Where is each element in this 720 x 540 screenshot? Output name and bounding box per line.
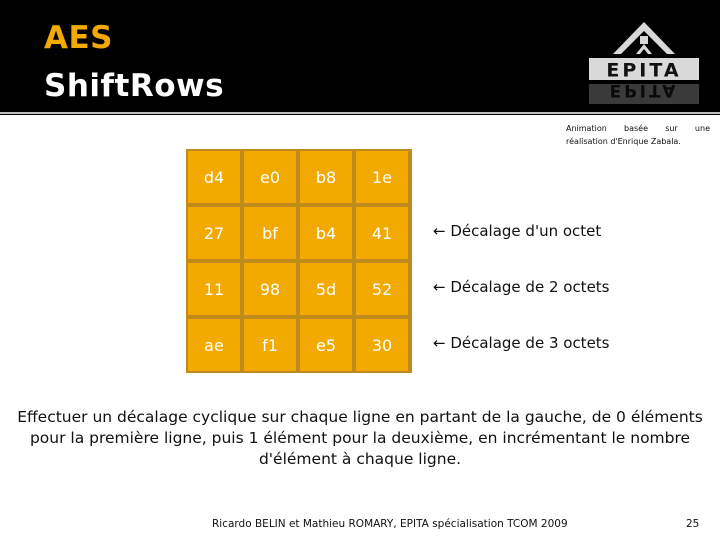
matrix-cell: bf [244, 207, 296, 259]
slide-title: AES [44, 20, 113, 56]
epita-logo-icon [585, 18, 703, 110]
shift-label-row-2: ← Décalage d'un octet [433, 222, 602, 240]
credit-line-1: Animation basée sur une [566, 124, 710, 133]
matrix-cell: 11 [188, 263, 240, 315]
matrix-cell: 27 [188, 207, 240, 259]
logo-reflection-text: EPITA [609, 80, 679, 100]
matrix-cell: 98 [244, 263, 296, 315]
matrix-cell: 1e [356, 151, 408, 203]
shift-label-row-3: ← Décalage de 2 octets [433, 278, 610, 296]
state-matrix [186, 149, 412, 373]
matrix-cell: 52 [356, 263, 408, 315]
matrix-cell: e0 [244, 151, 296, 203]
matrix-cell: f1 [244, 319, 296, 371]
matrix-cell: 5d [300, 263, 352, 315]
credit-line-2: réalisation d'Enrique Zabala. [566, 137, 681, 146]
page-number: 25 [686, 518, 700, 530]
description-text: Effectuer un décalage cyclique sur chaque ligne en partant de la gauche, de 0 éléments pour la première ligne, puis 1 élément pour la deuxième, en incrémentant le nombre d'élément à chaque ligne. [17, 408, 703, 468]
animation-credit [566, 122, 710, 148]
shift-label-row-4: ← Décalage de 3 octets [433, 334, 610, 352]
matrix-cell: b8 [300, 151, 352, 203]
slide-subtitle: Shift​Rows [44, 68, 225, 104]
matrix-cell: 30 [356, 319, 408, 371]
matrix-cell: d4 [188, 151, 240, 203]
matrix-cell: 41 [356, 207, 408, 259]
matrix-cell: ae [188, 319, 240, 371]
header-divider [0, 112, 720, 114]
footer-author: Ricardo BELIN et Mathieu ROMARY, EPITA spécialisation TCOM 2009 [212, 518, 568, 530]
matrix-cell: e5 [300, 319, 352, 371]
logo-text: EPITA [606, 59, 682, 82]
matrix-cell: b4 [300, 207, 352, 259]
